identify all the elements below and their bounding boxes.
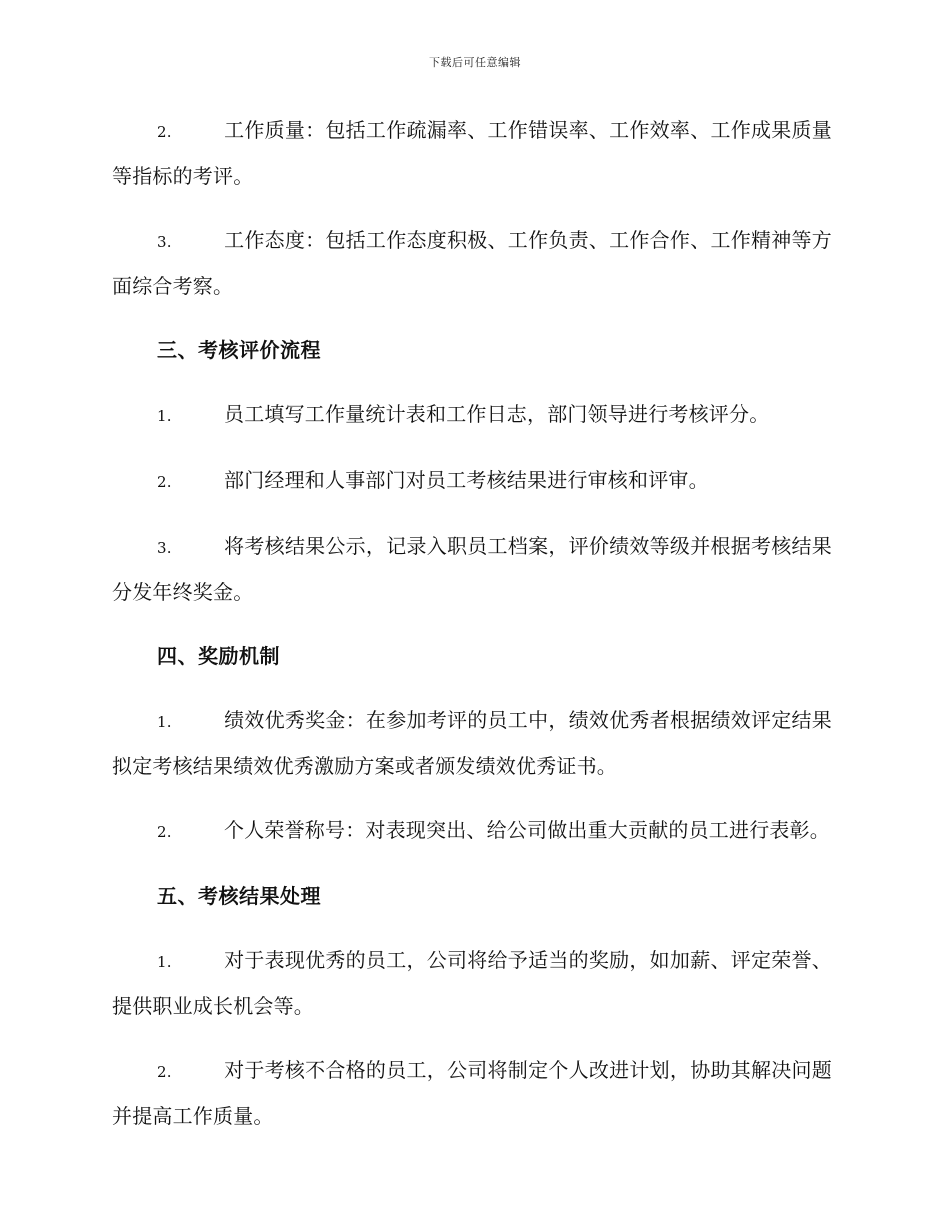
list-item-number: 2. — [157, 123, 172, 141]
list-item-text: 对于表现优秀的员工，公司将给予适当的奖励，如加薪、评定荣誉、提供职业成长机会等。 — [112, 948, 832, 1018]
list-item — [112, 524, 832, 614]
list-item — [112, 698, 832, 788]
list-item-number: 1. — [157, 953, 172, 971]
list-item-text: 工作态度：包括工作态度积极、工作负责、工作合作、工作精神等方面综合考察。 — [112, 228, 832, 298]
list-item-number: 3. — [157, 233, 172, 251]
list-item — [112, 808, 832, 854]
list-item-text: 绩效优秀奖金：在参加考评的员工中，绩效优秀者根据绩效评定结果拟定考核结果绩效优秀激励方案或者颁发绩效优秀证书。 — [112, 708, 832, 778]
page-header: 下载后可任意编辑 — [429, 56, 521, 69]
section-heading: 三、考核评价流程 — [157, 338, 321, 362]
list-item-number: 2. — [157, 823, 172, 841]
list-item-text: 对于考核不合格的员工，公司将制定个人改进计划，协助其解决问题并提高工作质量。 — [112, 1058, 832, 1128]
list-item — [112, 458, 832, 504]
list-item — [112, 218, 832, 308]
list-item — [112, 108, 832, 198]
list-item-text: 个人荣誉称号：对表现突出、给公司做出重大贡献的员工进行表彰。 — [224, 818, 830, 842]
list-item-text: 将考核结果公示，记录入职员工档案，评价绩效等级并根据考核结果分发年终奖金。 — [112, 534, 832, 604]
list-item-text: 工作质量：包括工作疏漏率、工作错误率、工作效率、工作成果质量等指标的考评。 — [112, 118, 832, 188]
list-item — [112, 938, 832, 1028]
list-item — [112, 392, 832, 438]
list-item-text: 部门经理和人事部门对员工考核结果进行审核和评审。 — [224, 468, 709, 492]
list-item-number: 1. — [157, 407, 172, 425]
list-item-text: 员工填写工作量统计表和工作日志，部门领导进行考核评分。 — [224, 402, 770, 426]
list-item-number: 3. — [157, 539, 172, 557]
list-item-number: 1. — [157, 713, 172, 731]
list-item — [112, 1048, 832, 1138]
document-body — [112, 108, 832, 1148]
list-item-number: 2. — [157, 473, 172, 491]
section-heading: 五、考核结果处理 — [157, 884, 321, 908]
section-heading: 四、奖励机制 — [157, 644, 280, 668]
list-item-number: 2. — [157, 1063, 172, 1081]
